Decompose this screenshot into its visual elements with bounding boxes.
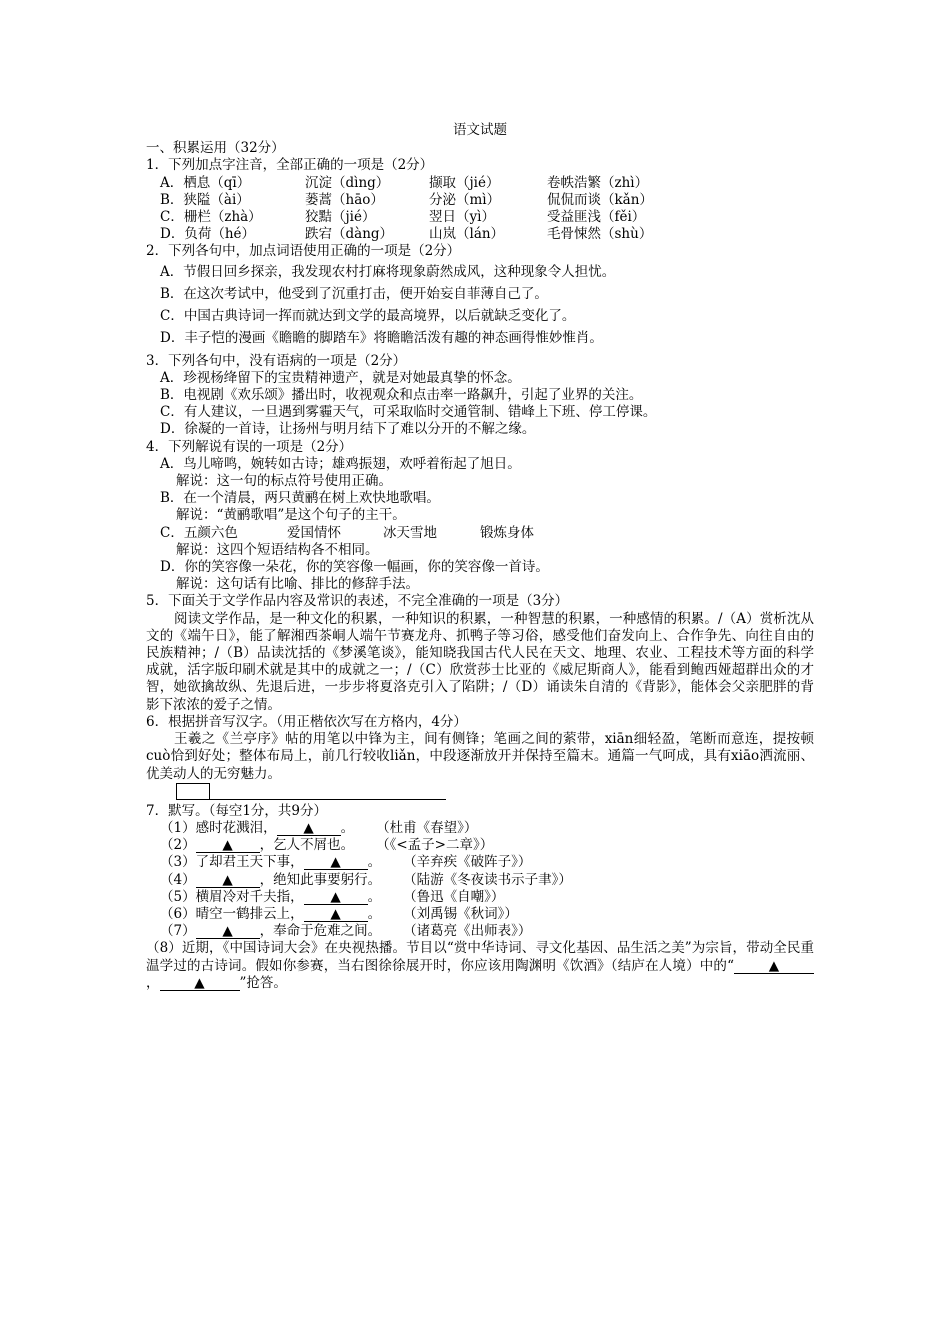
item-source: （辛弃疾《破阵子》）: [403, 854, 532, 871]
q4-note-c: 解说：这四个短语结构各不相同。: [176, 541, 379, 558]
q4-option-a: A．鸟儿啼鸣，婉转如古诗；雄鸡振翅，欢呼着衔起了旭日。: [160, 455, 521, 472]
q1-option-d: D．负荷（hé） 跌宕（dàng） 山岚（lán） 毛骨悚然（shù）: [160, 226, 653, 243]
item-source: （《<孟子>二章》）: [376, 837, 494, 854]
answer-box[interactable]: [176, 783, 210, 800]
q2-option-a: A．节假日回乡探亲，我发现农村打麻将现象蔚然成风，这种现象令人担忧。: [160, 263, 616, 280]
question-3-stem: 3．下列各句中，没有语病的一项是（2分）: [146, 352, 407, 369]
q7-item: [146, 854, 814, 871]
q7-item: [146, 889, 814, 906]
q7-item: [146, 872, 814, 889]
q7-item: [146, 820, 814, 837]
item-number: （6）: [160, 905, 196, 922]
item-source: （鲁迅《自嘲》）: [403, 888, 505, 905]
item-prefix: 了却君王天下事，: [195, 854, 304, 871]
q7-item: [146, 837, 814, 854]
item-source: （陆游《冬夜读书示子聿》）: [403, 871, 572, 888]
q4-option-d: D．你的笑容像一朵花，你的笑容像一幅画，你的笑容像一首诗。: [160, 559, 549, 576]
page-title: 语文试题: [453, 122, 507, 138]
item-prefix: 晴空一鹤排云上，: [195, 905, 304, 922]
item-source: （诸葛亮《出师表》）: [403, 923, 532, 940]
q1-option-c: C．栅栏（zhà） 狡黠（jié） 翌日（yì） 受益匪浅（fěi）: [160, 209, 646, 226]
q3-option-c: C．有人建议，一旦遇到雾霾天气，可采取临时交通管制、错峰上下班、停工停课。: [160, 404, 657, 421]
q7-items: [146, 820, 814, 940]
item-suffix: 。: [367, 888, 382, 905]
exam-document: [146, 122, 814, 992]
item-prefix: 横眉冷对千夫指，: [195, 888, 304, 905]
q4-option-c: C．五颜六色 爱国情怀 冰天雪地 锻炼身体: [160, 524, 534, 541]
item-suffix: ，绝知此事要躬行。: [259, 871, 382, 888]
fill-blank[interactable]: ▲: [196, 924, 260, 939]
fill-blank[interactable]: ▲: [304, 907, 368, 922]
item-number: （3）: [160, 854, 196, 871]
fill-blank[interactable]: ▲: [196, 838, 260, 853]
q4-note-a: 解说：这一句的标点符号使用正确。: [176, 473, 392, 490]
q4-option-b: B．在一个清晨，两只黄鹂在树上欢快地歌唱。: [160, 490, 440, 507]
q7-item: [146, 906, 814, 923]
fill-blank[interactable]: ▲: [277, 821, 341, 836]
q1-option-a: A．栖息（qī） 沉淀（dìng） 撷取（jié） 卷帙浩繁（zhì）: [160, 174, 649, 191]
item-source: （杜甫《春望》）: [376, 819, 478, 836]
q1-option-b: B．狭隘（ài） 蒌蒿（hāo） 分泌（mì） 侃侃而谈（kǎn）: [160, 191, 653, 208]
fill-blank[interactable]: ▲: [196, 873, 260, 888]
item-source: （刘禹锡《秋词》）: [403, 905, 518, 922]
question-7-stem: 7．默写。（每空1分，共9分）: [146, 802, 328, 819]
question-1-stem: 1．下列加点字注音，全部正确的一项是（2分）: [146, 157, 434, 174]
q3-option-a: A．珍视杨绛留下的宝贵精神遗产，就是对她最真挚的怀念。: [160, 369, 521, 386]
q6-passage: 王羲之《兰亭序》帖的用笔以中锋为主，间有侧锋；笔画之间的萦带，xiān细轻盈，笔断而意连，提按顿cuò恰到好处；整体布局上，前几行较收liǎn，中段逐渐放开并保持至篇末。通篇一气呵成，具有xiāo洒流丽、优美动人的无穷魅力。: [146, 731, 814, 782]
question-2-stem: 2．下列各句中，加点词语使用正确的一项是（2分）: [146, 243, 461, 260]
answer-rule: [176, 799, 446, 800]
item-number: （4）: [160, 871, 196, 888]
fill-blank[interactable]: ▲: [304, 855, 368, 870]
q3-option-b: B．电视剧《欢乐颂》播出时，收视观众和点击率一路飙升，引起了业界的关注。: [160, 387, 643, 404]
item-number: （1）: [160, 819, 196, 836]
section-heading: 一、积累运用（32分）: [146, 140, 285, 157]
item-prefix: 感时花溅泪，: [195, 819, 277, 836]
fill-blank[interactable]: ▲: [304, 890, 368, 905]
question-4-stem: 4．下列解说有误的一项是（2分）: [146, 438, 353, 455]
item-suffix: 。: [367, 854, 382, 871]
item-number: （7）: [160, 923, 196, 940]
q7-item: [146, 923, 814, 940]
q2-option-c: C．中国古典诗词一挥而就达到文学的最高境界，以后就缺乏变化了。: [160, 307, 576, 324]
item-suffix: ，乞人不屑也。: [259, 837, 355, 854]
item-suffix: 。: [367, 905, 382, 922]
q2-option-b: B．在这次考试中，他受到了沉重打击，便开始妄自菲薄自己了。: [160, 285, 548, 302]
fill-blank[interactable]: ▲: [734, 959, 814, 974]
fill-blank[interactable]: ▲: [160, 976, 240, 991]
item-suffix: 。: [340, 819, 355, 836]
q6-answer-grid: [146, 783, 814, 803]
q7-item-8: （8）近期，《中国诗词大会》在央视热播。节目以“赏中华诗词、寻文化基因、品生活之美”为宗旨，带动全民重温学过的古诗词。假如你参赛，当右图徐徐展开时，你应该用陶渊明《饮酒》（结庐在人境）中的“ ▲， ▲ ”抢答。: [146, 940, 814, 991]
q2-option-d: D．丰子恺的漫画《瞻瞻的脚踏车》将瞻瞻活泼有趣的神态画得惟妙惟肖。: [160, 329, 603, 346]
q3-option-d: D．徐凝的一首诗，让扬州与明月结下了难以分开的不解之缘。: [160, 421, 536, 438]
question-6-stem: 6．根据拼音写汉字。（用正楷依次写在方格内，4分）: [146, 713, 467, 730]
q4-note-d: 解说：这句话有比喻、排比的修辞手法。: [176, 576, 419, 593]
question-5-stem: 5．下面关于文学作品内容及常识的表述，不完全准确的一项是（3分）: [146, 593, 569, 610]
q4-note-b: 解说：“黄鹂歌唱”是这个句子的主干。: [176, 507, 406, 524]
item-number: （2）: [160, 837, 196, 854]
item-number: （5）: [160, 888, 196, 905]
item-suffix: ，奉命于危难之间。: [259, 923, 382, 940]
q5-passage: 阅读文学作品，是一种文化的积累，一种知识的积累，一种智慧的积累，一种感情的积累。/（A）赏析沈从文的《端午日》，能了解湘西茶峒人端午节赛龙舟、抓鸭子等习俗，感受他们奋发向上、合作争先、向往自由的民族精神；/（B）品读沈括的《梦溪笔谈》，能知晓我国古代人民在天文、地理、农业、工程技术等方面的科学成就，活字版印刷术就是其中的成就之一；/（C）欣赏莎士比亚的《威尼斯商人》，能看到鲍西娅超群出众的才智，她欲擒故纵、先退后进，一步步将夏洛克引入了陷阱；/（D）诵读朱自清的《背影》，能体会父亲肥胖的背影下浓浓的爱子之情。: [146, 610, 814, 713]
